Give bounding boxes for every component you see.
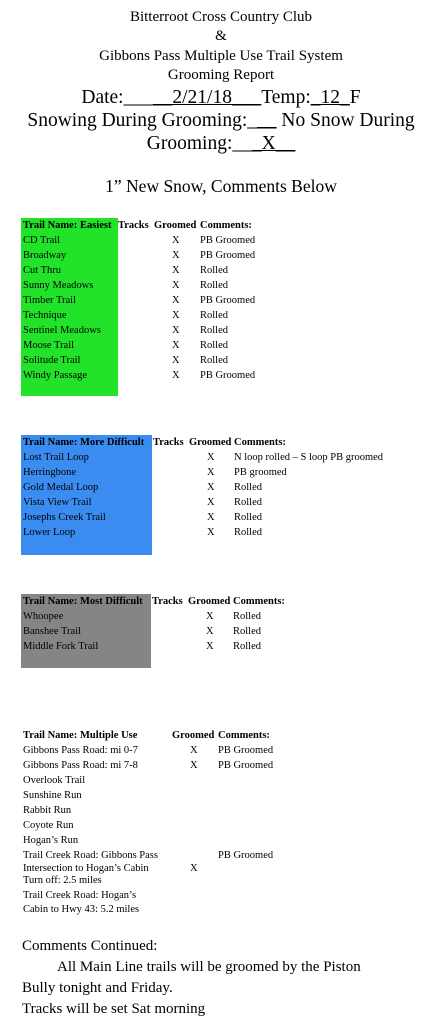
more_difficult-comment: Rolled — [234, 527, 262, 538]
easiest-trail-name: CD Trail — [23, 235, 61, 246]
most_difficult-groomed-mark: X — [206, 626, 214, 637]
multiple-use-trail-name: Coyote Run — [23, 820, 74, 831]
more_difficult-trail-name: Vista View Trail — [23, 497, 92, 508]
club-name: Bitterroot Cross Country Club — [129, 9, 313, 25]
more_difficult-header-1: Tracks — [153, 437, 184, 448]
temp-value: _12_ — [310, 87, 350, 108]
easiest-groomed-mark: X — [172, 370, 180, 381]
easiest-groomed-mark: X — [172, 235, 180, 246]
multiple-use-trail-name: Gibbons Pass Road: mi 0-7 — [23, 745, 138, 756]
easiest-trail-name: Sunny Meadows — [23, 280, 94, 291]
multiple-use-header-1: Groomed — [172, 730, 215, 741]
easiest-comment: Rolled — [200, 340, 228, 351]
multiple-use-trail-name: Rabbit Run — [23, 805, 72, 816]
easiest-trail-name: Broadway — [23, 250, 67, 261]
trail-creek-1-line: Intersection to Hogan’s Cabin — [23, 862, 149, 874]
more_difficult-header-2: Groomed — [189, 437, 232, 448]
trail-creek-1-mark: X — [190, 862, 198, 874]
easiest-trail-name: Solitude Trail — [23, 355, 81, 366]
more_difficult-groomed-mark: X — [207, 452, 215, 463]
easiest-comment: PB Groomed — [200, 235, 256, 246]
easiest-groomed-mark: X — [172, 265, 180, 276]
more_difficult-header-3: Comments: — [234, 437, 286, 448]
trail-creek-1-line: Turn off: 2.5 miles — [23, 875, 102, 886]
multiple-use-trail-name: Hogan’s Run — [23, 835, 79, 846]
trail-system-name: Gibbons Pass Multiple Use Trail System — [99, 48, 343, 64]
multiple-use-comment: PB Groomed — [218, 760, 274, 771]
date-temp-line — [0, 87, 442, 109]
more_difficult-comment: Rolled — [234, 497, 262, 508]
most_difficult-comment: Rolled — [233, 626, 261, 637]
more_difficult-comment: Rolled — [234, 512, 262, 523]
trail-creek-2-line: Cabin to Hwy 43: 5.2 miles — [23, 903, 140, 915]
more_difficult-trail-name: Josephs Creek Trail — [23, 512, 106, 523]
easiest-comment: Rolled — [200, 265, 228, 276]
easiest-comment: PB Groomed — [200, 295, 256, 306]
easiest-header-2: Groomed — [154, 220, 197, 231]
most_difficult-trail-name: Banshee Trail — [23, 626, 82, 637]
snow-line — [0, 110, 442, 132]
more_difficult-groomed-mark: X — [207, 512, 215, 523]
nosnow-line — [0, 133, 442, 155]
easiest-comment: Rolled — [200, 310, 228, 321]
easiest-groomed-mark: X — [172, 340, 180, 351]
most_difficult-header-0: Trail Name: Most Difficult — [23, 596, 143, 607]
easiest-header-0: Trail Name: Easiest — [23, 220, 112, 231]
most_difficult-groomed-mark: X — [206, 641, 214, 652]
most_difficult-header-2: Groomed — [188, 596, 231, 607]
more_difficult-trail-name: Lost Trail Loop — [23, 452, 89, 463]
comments-line-2: Bully tonight and Friday. — [22, 980, 173, 996]
easiest-header-3: Comments: — [200, 220, 252, 231]
most_difficult-comment: Rolled — [233, 611, 261, 622]
date-blank: ___ — [123, 87, 153, 108]
ampersand: & — [215, 28, 227, 44]
nosnow-label: No Snow During — [281, 110, 415, 131]
snow-note: 1” New Snow, Comments Below — [105, 176, 337, 196]
most_difficult-trail-name: Middle Fork Trail — [23, 641, 99, 652]
easiest-comment: Rolled — [200, 355, 228, 366]
multiple-use-groomed-mark: X — [190, 745, 198, 756]
easiest-trail-name: Windy Passage — [23, 370, 88, 381]
multiple-use-groomed-mark: X — [190, 760, 198, 771]
easiest-groomed-mark: X — [172, 250, 180, 261]
easiest-comment: PB Groomed — [200, 370, 256, 381]
trail-creek-1-comment: PB Groomed — [218, 850, 274, 861]
nosnow-blank: __ — [232, 133, 252, 154]
easiest-groomed-mark: X — [172, 280, 180, 291]
easiest-trail-name: Timber Trail — [23, 295, 77, 306]
most_difficult-comment: Rolled — [233, 641, 261, 652]
multiple-use-trail-name: Sunshine Run — [23, 790, 82, 801]
date-label: Date: — [81, 87, 124, 108]
comments-line-1: All Main Line trails will be groomed by the Piston — [57, 959, 361, 975]
multiple-use-header-0: Trail Name: Multiple Use — [23, 730, 138, 741]
comments-continued-title: Comments Continued: — [22, 938, 158, 954]
easiest-trail-name: Technique — [23, 310, 67, 321]
more_difficult-groomed-mark: X — [207, 482, 215, 493]
more_difficult-trail-name: Lower Loop — [23, 527, 76, 538]
easiest-comment: Rolled — [200, 325, 228, 336]
date-value: __2/21/18___ — [152, 87, 262, 108]
nosnow-label-2: Grooming: — [146, 133, 233, 154]
snowing-label: Snowing During Grooming: — [27, 110, 248, 131]
more_difficult-trail-name: Gold Medal Loop — [23, 482, 99, 493]
trail-creek-1-line: Trail Creek Road: Gibbons Pass — [23, 850, 158, 861]
report-title: Grooming Report — [167, 67, 275, 83]
more_difficult-comment: N loop rolled – S loop PB groomed — [234, 452, 384, 463]
easiest-comment: Rolled — [200, 280, 228, 291]
trail-creek-2-line: Trail Creek Road: Hogan’s — [23, 890, 137, 901]
more_difficult-comment: Rolled — [234, 482, 262, 493]
multiple-use-trail-name: Overlook Trail — [23, 775, 86, 786]
more_difficult-trail-name: Herringbone — [23, 467, 77, 478]
easiest-groomed-mark: X — [172, 325, 180, 336]
temp-label: Temp: — [261, 87, 311, 108]
more_difficult-groomed-mark: X — [207, 527, 215, 538]
easiest-header-1: Tracks — [118, 220, 149, 231]
easiest-trail-name: Sentinel Meadows — [23, 325, 101, 336]
more_difficult-comment: PB groomed — [234, 467, 287, 478]
more_difficult-groomed-mark: X — [207, 497, 215, 508]
more_difficult-groomed-mark: X — [207, 467, 215, 478]
most_difficult-trail-name: Whoopee — [23, 611, 64, 622]
easiest-trail-name: Cut Thru — [23, 265, 62, 276]
multiple-use-header-2: Comments: — [218, 730, 270, 741]
nosnow-value: _X__ — [251, 133, 296, 154]
snowing-blank: _ — [247, 110, 258, 131]
easiest-groomed-mark: X — [172, 310, 180, 321]
most_difficult-header-3: Comments: — [233, 596, 285, 607]
easiest-groomed-mark: X — [172, 355, 180, 366]
easiest-trail-name: Moose Trail — [23, 340, 75, 351]
easiest-comment: PB Groomed — [200, 250, 256, 261]
temp-unit: F — [349, 87, 361, 108]
snowing-mark: __ — [257, 110, 277, 131]
multiple-use-comment: PB Groomed — [218, 745, 274, 756]
multiple-use-trail-name: Gibbons Pass Road: mi 7-8 — [23, 760, 138, 771]
easiest-groomed-mark: X — [172, 295, 180, 306]
most_difficult-groomed-mark: X — [206, 611, 214, 622]
most_difficult-header-1: Tracks — [152, 596, 183, 607]
more_difficult-header-0: Trail Name: More Difficult — [23, 437, 145, 448]
comments-line-3: Tracks will be set Sat morning — [22, 1001, 206, 1017]
